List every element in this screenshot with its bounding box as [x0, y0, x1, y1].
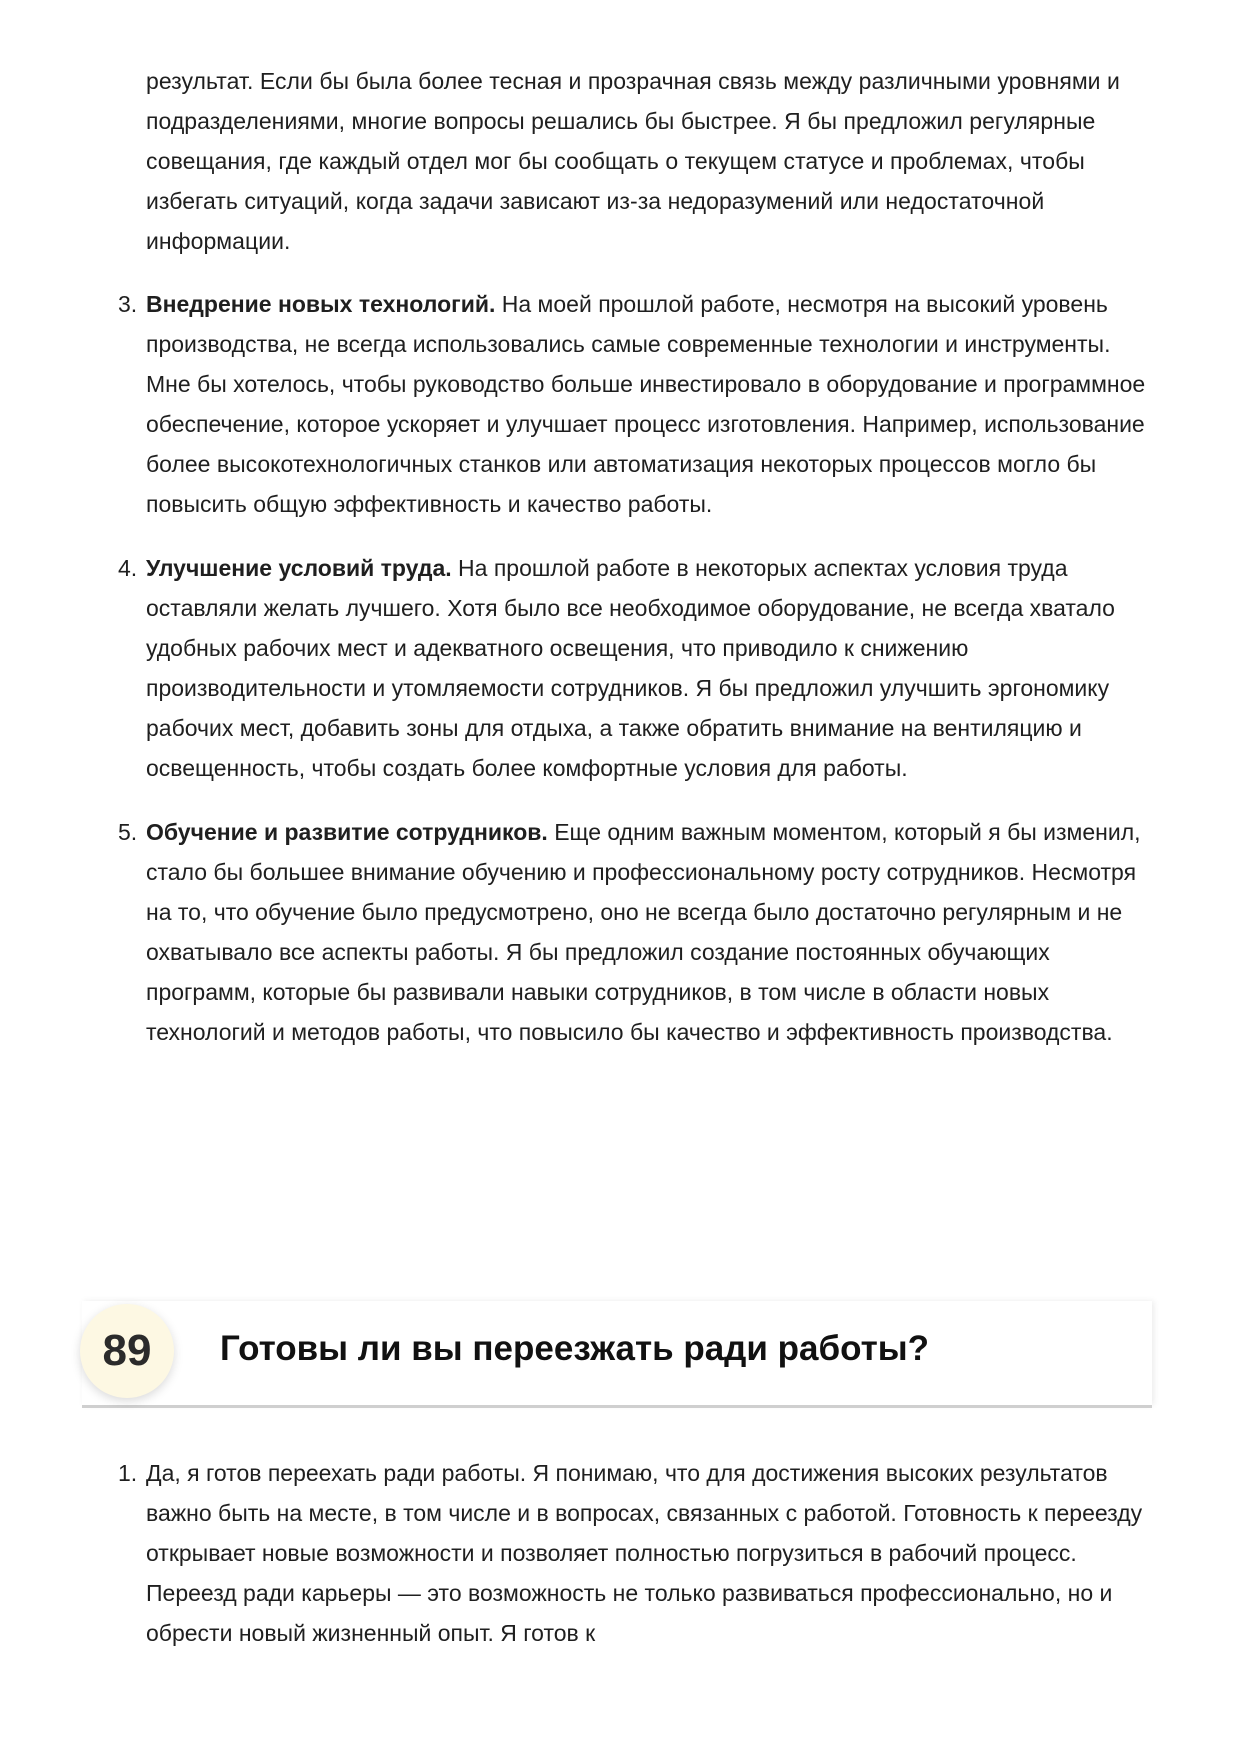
question-number-badge: 89 [80, 1304, 174, 1398]
answer-list-top [118, 284, 1146, 1076]
list-item-text: На моей прошлой работе, несмотря на высокий уровень производства, не всегда использовались самые современные технологии и инструменты. Мне бы хотелось, чтобы руководство больше инвестировало в оборудование и программное обеспечение, которое ускоряет и улучшает процесс изготовления. Например, использование более высокотехнологичных станков или автоматизация некоторых процессов могло бы повысить общую эффективность и качество работы. [146, 291, 1146, 517]
list-item [118, 548, 1146, 788]
list-item-text: Да, я готов переехать ради работы. Я понимаю, что для достижения высоких результатов важно быть на месте, в том числе и в вопросах, связанных с работой. Готовность к переезду открывает новые возможности и позволяет полностью погрузиться в рабочий процесс. Переезд ради карьеры — это возможность не только развиваться профессионально, но и обрести новый жизненный опыт. Я готов к [146, 1460, 1143, 1646]
list-item [118, 812, 1146, 1052]
question-title: Готовы ли вы переезжать ради работы? [220, 1329, 930, 1368]
list-item-number: 3. [118, 291, 138, 317]
question-header [82, 1301, 1152, 1413]
list-item-number: 1. [118, 1460, 138, 1486]
continuation-paragraph: результат. Если бы была более тесная и прозрачная связь между различными уровнями и подразделениями, многие вопросы решались бы быстрее. Я бы предложил регулярные совещания, где каждый отдел мог бы сообщать о текущем статусе и проблемах, чтобы избегать ситуаций, когда задачи зависают из-за недоразумений или недостаточной информации. [146, 68, 1120, 254]
list-item-title: Обучение и развитие сотрудников. [146, 819, 548, 845]
list-item-number: 4. [118, 555, 138, 581]
list-item [118, 284, 1146, 524]
list-item-text: Еще одним важным моментом, который я бы изменил, стало бы большее внимание обучению и профессиональному росту сотрудников. Несмотря на то, что обучение было предусмотрено, оно не всегда было достаточно регулярным и не охватывало все аспекты работы. Я бы предложил создание постоянных обучающих программ, которые бы развивали навыки сотрудников, в том числе в области новых технологий и методов работы, что повысило бы качество и эффективность производства. [146, 819, 1141, 1045]
list-item-title: Внедрение новых технологий. [146, 291, 496, 317]
question-header-divider [82, 1405, 1152, 1408]
list-item [118, 1453, 1146, 1653]
list-item-title: Улучшение условий труда. [146, 555, 452, 581]
answer-list-bottom [118, 1453, 1146, 1677]
list-item-text: На прошлой работе в некоторых аспектах условия труда оставляли желать лучшего. Хотя было все необходимое оборудование, не всегда хватало удобных рабочих мест и адекватного освещения, что приводило к снижению производительности и утомляемости сотрудников. Я бы предложил улучшить эргономику рабочих мест, добавить зоны для отдыха, а также обратить внимание на вентиляцию и освещенность, чтобы создать более комфортные условия для работы. [146, 555, 1115, 781]
list-item-number: 5. [118, 819, 138, 845]
